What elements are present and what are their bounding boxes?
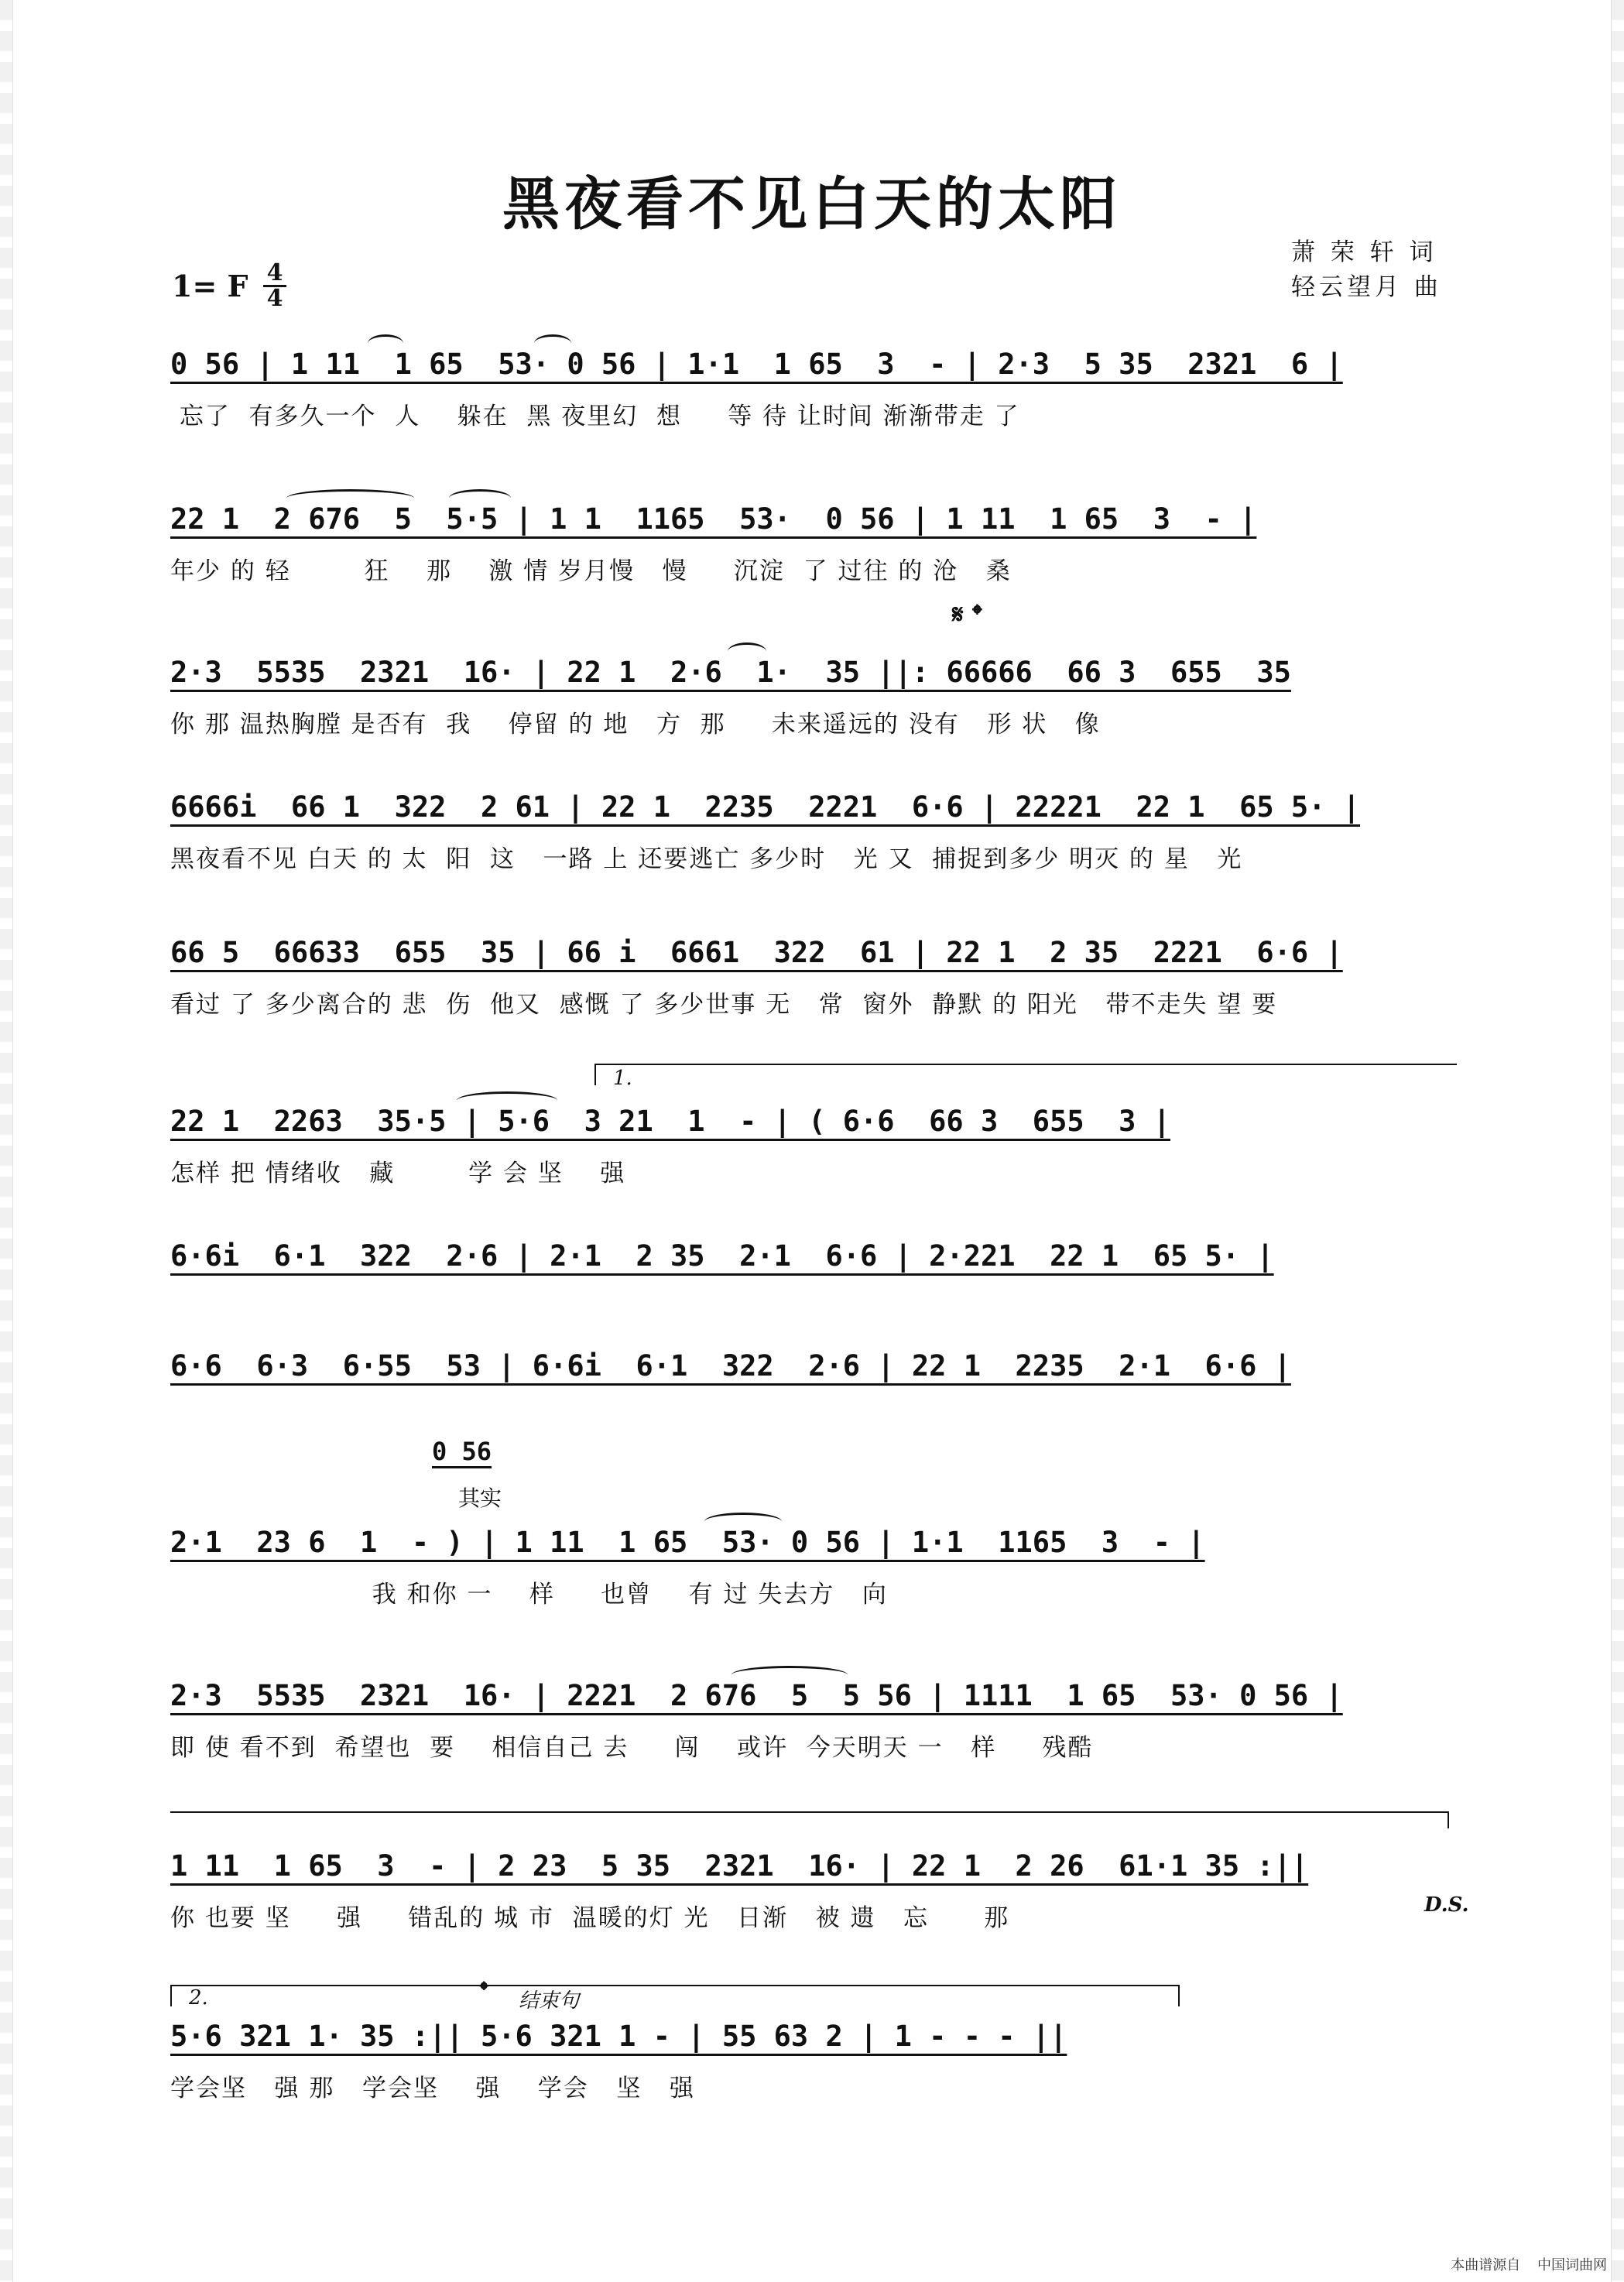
notation-line: 22 1 2 676 5 5·5 | 1 1 1165 53· 0 56 | 1 11 1 65 3 - | (170, 502, 1257, 536)
slur (286, 489, 414, 507)
lyric-line: 你 也要 坚 强 错乱的 城 市 温暖的灯 光 日渐 被 遗 忘 那 (170, 1904, 1010, 1932)
slur (728, 642, 766, 660)
notation-line: 22 1 2263 35·5 | 5·6 3 21 1 - | ( 6·6 66 3 655 3 | (170, 1105, 1171, 1138)
notation-line: 6·6i 6·1 322 2·6 | 2·1 2 35 2·1 6·6 | 2·221 22 1 65 5· | (170, 1239, 1274, 1273)
slur (457, 1091, 557, 1109)
composer-credit: 轻云望月 曲 (1291, 273, 1442, 301)
song-title: 黑夜看不见白天的太阳 (502, 171, 1122, 238)
segno-coda-icon: 𝄋 𝄌 (952, 599, 982, 630)
lyric-line: 你 那 温热胸膛 是否有 我 停留 的 地 方 那 未来遥远的 没有 形 状 像 (170, 711, 1101, 738)
notation-line: 66 5 66633 655 35 | 66 i 6661 322 61 | 22 1 2 35 2221 6·6 | (170, 936, 1343, 969)
time-signature (263, 259, 286, 312)
lyric-line: 黑夜看不见 白天 的 太 阳 这 一路 上 还要逃亡 多少时 光 又 捕捉到多少 明灭 的 星 光 (170, 845, 1243, 873)
lyric-line: 怎样 把 情绪收 藏 学 会 坚 强 (170, 1160, 626, 1187)
footer-source (1438, 2254, 1607, 2274)
lyricist-credit: 萧 荣 轩 词 (1291, 238, 1437, 266)
slur (534, 334, 571, 352)
volta-2-label: 2. (189, 1986, 208, 2010)
slur (704, 1513, 782, 1530)
pickup-notation: 0 56 (432, 1437, 492, 1466)
left-watermark-strip (0, 0, 13, 2282)
footer-site-link[interactable]: 中国词曲网 (1537, 2257, 1607, 2273)
notation-line: 6666i 66 1 322 2 61 | 22 1 2235 2221 6·6 | 22221 22 1 65 5· | (170, 790, 1361, 824)
lyric-line: 即 使 看不到 希望也 要 相信自己 去 闯 或许 今天明天 一 样 残酷 (170, 1734, 1094, 1762)
notation-line: 1 11 1 65 3 - | 2 23 5 35 2321 16· | 22 1 2 26 61·1 35 :|| (170, 1849, 1309, 1883)
meter-top: 4 (266, 259, 283, 286)
notation-line: 2·1 23 6 1 - ) | 1 11 1 65 53· 0 56 | 1·1 1165 3 - | (170, 1526, 1205, 1559)
pickup-lyric: 其实 (458, 1485, 502, 1511)
coda-label: 结束句 (519, 1989, 580, 2013)
dal-segno-mark: D.S. (1424, 1893, 1469, 1917)
slur (731, 1666, 848, 1684)
footer-source-text: 本曲谱源自 (1451, 2257, 1521, 2273)
slur (368, 334, 403, 352)
lyric-line: 学会坚 强 那 学会坚 强 学会 坚 强 (170, 2075, 695, 2102)
coda-icon: 𝄌 (480, 1977, 488, 2004)
right-watermark-strip (1611, 0, 1624, 2282)
lyric-line: 忘了 有多久一个 人 躲在 黑 夜里幻 想 等 待 让时间 渐渐带走 了 (170, 403, 1020, 430)
notation-line: 0 56 | 1 11 1 65 53· 0 56 | 1·1 1 65 3 - | 2·3 5 35 2321 6 | (170, 348, 1343, 381)
volta-1-label: 1. (613, 1067, 632, 1090)
key-signature: 1= F (172, 269, 248, 303)
lyric-line: 年少 的 轻 狂 那 激 情 岁月慢 慢 沉淀 了 过往 的 沧 桑 (170, 557, 1012, 585)
notation-line: 2·3 5535 2321 16· | 2221 2 676 5 5 56 | 1111 1 65 53· 0 56 | (170, 1679, 1343, 1712)
lyric-line: 看过 了 多少离合的 悲 伤 他又 感慨 了 多少世事 无 常 窗外 静默 的 阳光 带不走失 望 要 (170, 991, 1278, 1019)
meter-bottom: 4 (263, 285, 286, 310)
notation-line: 5·6 321 1· 35 :|| 5·6 321 1 - | 55 63 2 | 1 - - - || (170, 2020, 1067, 2053)
repeat-bracket (170, 1811, 1449, 1828)
notation-line: 2·3 5535 2321 16· | 22 1 2·6 1· 35 ||: 66666 66 3 655 35 (170, 656, 1291, 689)
slur (449, 489, 511, 507)
volta-bracket-2 (170, 1985, 1180, 2006)
volta-bracket-1 (594, 1064, 1457, 1085)
lyric-line: 我 和你 一 样 也曾 有 过 失去方 向 (170, 1581, 888, 1609)
notation-line: 6·6 6·3 6·55 53 | 6·6i 6·1 322 2·6 | 22 1 2235 2·1 6·6 | (170, 1349, 1291, 1383)
